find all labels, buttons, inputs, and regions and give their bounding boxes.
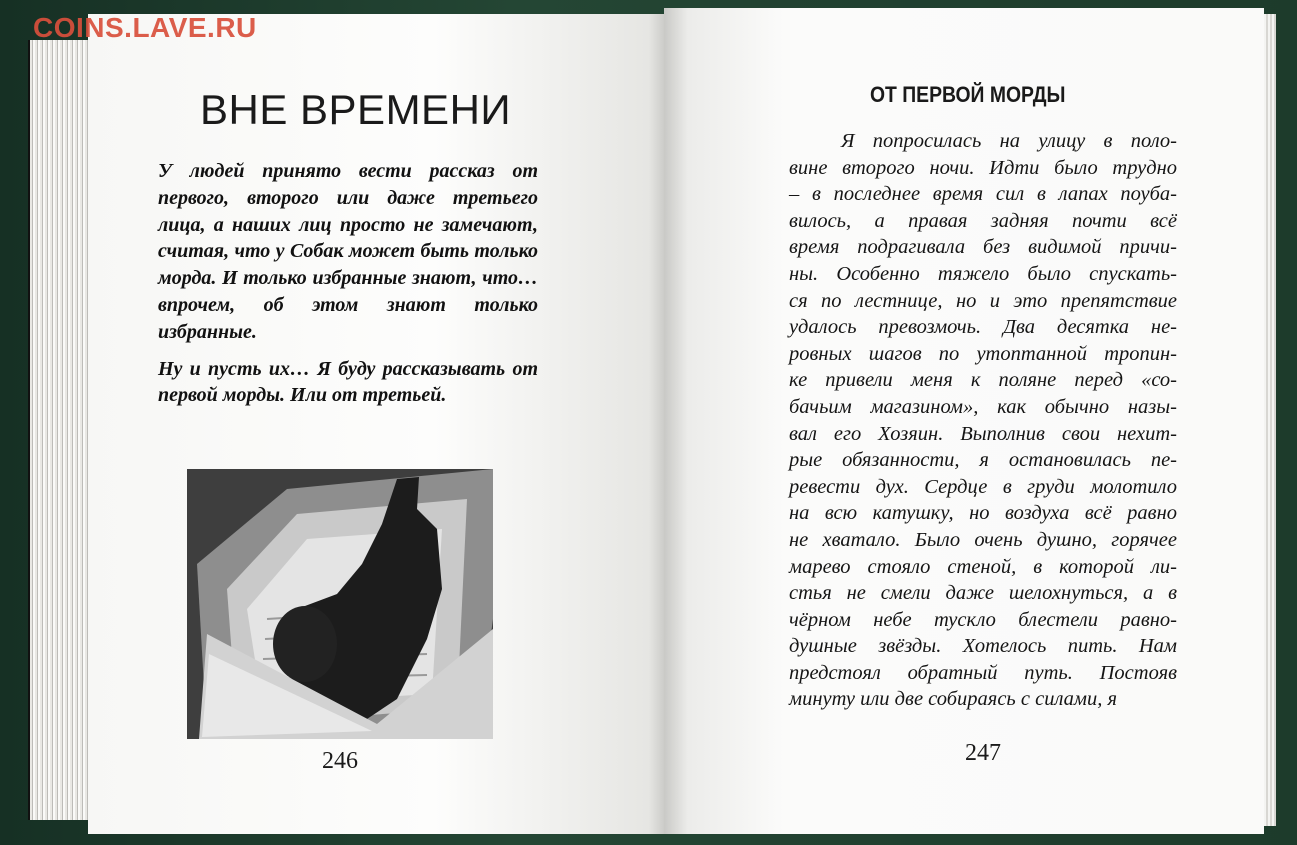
text-line: ся по лестнице, но и это препятствие bbox=[789, 289, 1177, 312]
text-line: ке привели меня к поляне перед «со- bbox=[789, 369, 1177, 392]
text-line: не хватало. Было очень душно, горячее bbox=[789, 528, 1177, 551]
intro-text bbox=[158, 158, 538, 419]
page-number-right: 247 bbox=[965, 740, 1001, 766]
text-line: предстоял обратный путь. Постояв bbox=[789, 661, 1177, 684]
page-stack-edge-left bbox=[28, 40, 92, 820]
intro-paragraph: У людей принято вести рассказ от первого, второго или даже третьего лица, а наших лиц просто не замечают, считая, что у Собак может быть только морда. И только избранные знают, что… впрочем, об этом знают только избранные. bbox=[158, 160, 538, 343]
text-line: время подрагивала без видимой причи- bbox=[789, 236, 1177, 259]
site-watermark: COINS.LAVE.RU bbox=[33, 12, 257, 43]
text-line: ровных шагов по утоптанной тропин- bbox=[789, 342, 1177, 365]
text-line: вал его Хозяин. Выполнив свои нехит- bbox=[789, 422, 1177, 445]
text-line: – в последнее время сил в лапах поуба- bbox=[789, 183, 1177, 206]
text-line: удалось превозмочь. Два десятка не- bbox=[789, 316, 1177, 339]
chapter-title-left: ВНЕ ВРЕМЕНИ bbox=[200, 86, 512, 133]
text-line: минуту или две собираясь с силами, я bbox=[789, 688, 1118, 711]
text-line: рые обязанности, я остановилась пе- bbox=[789, 449, 1177, 472]
text-line: душные звёзды. Хотелось пить. Нам bbox=[789, 635, 1177, 658]
text-line: чёрном небе тускло блестели равно- bbox=[789, 608, 1177, 631]
text-line: ревести дух. Сердце в груди молотило bbox=[789, 475, 1177, 498]
text-line: бачьим магазином», как обычно назы- bbox=[789, 395, 1177, 418]
body-text-right bbox=[789, 128, 1177, 713]
text-line: стья не смели даже шелохнуться, а в bbox=[789, 582, 1177, 605]
text-line: на всю катушку, но воздуха всё равно bbox=[789, 502, 1177, 525]
puppy-in-box-illustration bbox=[187, 469, 493, 739]
intro-paragraph: Ну и пусть их… Я буду рассказывать от первой морды. Или от третьей. bbox=[158, 357, 538, 407]
chapter-title-right: ОТ ПЕРВОЙ МОРДЫ bbox=[870, 82, 1066, 107]
text-line: вилось, а правая задняя почти всё bbox=[789, 209, 1177, 232]
text-line: ны. Особенно тяжело было спускать- bbox=[789, 262, 1177, 285]
puppy-photo bbox=[187, 469, 493, 739]
page-number-left: 246 bbox=[322, 748, 358, 774]
text-line: вине второго ночи. Идти было трудно bbox=[789, 156, 1177, 179]
page-stack-edge-right bbox=[1262, 14, 1276, 826]
text-line: Я попросилась на улицу в поло- bbox=[841, 130, 1177, 152]
text-line: марево стояло стеной, в которой ли- bbox=[789, 555, 1177, 578]
